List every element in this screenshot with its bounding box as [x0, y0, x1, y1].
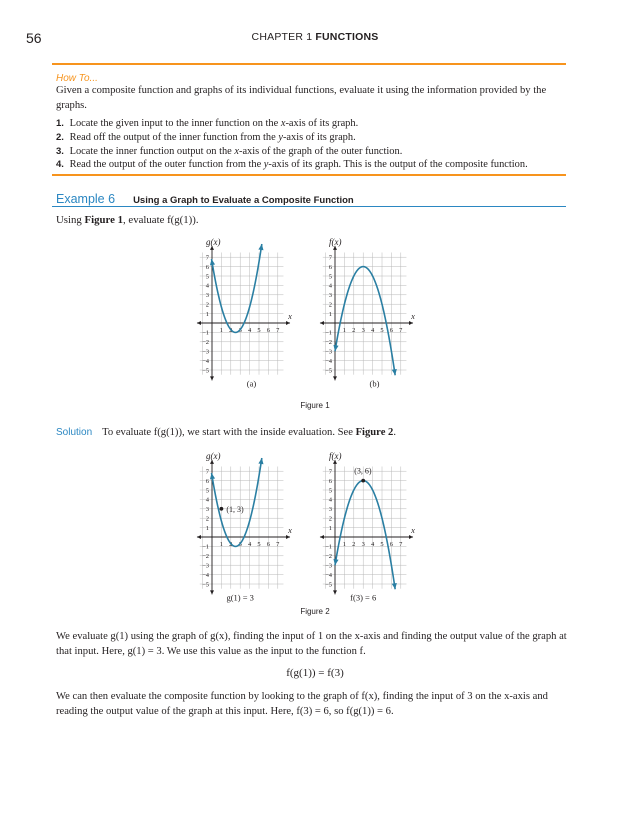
y-tick-label: 3: [328, 292, 332, 300]
x-tick-label: 7: [399, 327, 403, 334]
y-tick-label: −4: [202, 571, 209, 579]
x-tick-label: 6: [266, 327, 271, 334]
y-tick-label: 6: [205, 263, 209, 271]
step-variable: y: [278, 131, 283, 143]
x-tick-label: 1: [342, 327, 347, 334]
y-tick-label: −2: [325, 339, 332, 347]
x-axis-arrow-left: [320, 535, 324, 539]
x-axis-label: x: [411, 525, 415, 535]
y-tick-label: −4: [325, 357, 332, 365]
y-tick-label: −3: [202, 562, 209, 570]
f-svg: [318, 232, 428, 389]
y-tick-label: 7: [205, 468, 209, 476]
solution-text-pre: To evaluate f(g(1)), we start with the inside evaluation. See: [102, 427, 356, 438]
step-text: Read off the output of the inner function from the: [67, 131, 279, 143]
y-axis-arrow-down: [333, 376, 337, 380]
y-tick-label: −5: [202, 581, 209, 589]
step-variable: x: [234, 145, 239, 157]
y-tick-label: 5: [205, 487, 209, 495]
y-tick-label: 1: [205, 524, 209, 532]
function-label: f(x): [329, 450, 342, 461]
function-label: f(x): [329, 236, 342, 247]
example-title: Using a Graph to Evaluate a Composite Function: [133, 195, 354, 206]
x-tick-label: 2: [229, 327, 233, 334]
y-tick-label: −2: [202, 553, 209, 561]
x-tick-label: 7: [399, 541, 403, 548]
example-rule: [52, 206, 566, 207]
chapter-number: CHAPTER 1: [251, 31, 313, 43]
prompt-post: , evaluate f(g(1)).: [123, 214, 199, 226]
y-tick-label: 2: [205, 515, 209, 523]
howto-step: [56, 145, 566, 159]
y-tick-label: 4: [205, 496, 209, 504]
y-tick-label: −5: [202, 367, 209, 375]
figure1-graph-f: [318, 232, 428, 387]
y-tick-label: −4: [202, 357, 209, 365]
y-tick-label: 5: [328, 273, 332, 281]
x-tick-label: 2: [352, 541, 356, 548]
y-axis-arrow-down: [210, 376, 214, 380]
x-tick-label: 4: [247, 327, 252, 334]
y-tick-label: 2: [205, 301, 209, 309]
y-tick-label: 5: [328, 487, 332, 495]
x-axis-label: x: [411, 311, 415, 321]
running-header: [0, 31, 630, 43]
paragraph-1: We evaluate g(1) using the graph of g(x), finding the input of 1 on the x-axis and finding the output value of the graph at that input. Here, g(1) = 3. We use this value as the input to the function f.: [56, 631, 567, 657]
y-tick-label: −3: [325, 348, 332, 356]
step-text-end: -axis of its graph.: [282, 131, 356, 143]
y-axis-arrow-down: [210, 590, 214, 594]
x-axis-arrow-right: [286, 535, 290, 539]
y-tick-label: 1: [328, 524, 332, 532]
function-label: g(x): [206, 236, 221, 247]
function-label: g(x): [206, 450, 221, 461]
x-tick-label: 7: [276, 541, 280, 548]
y-tick-label: −3: [202, 348, 209, 356]
x-axis-arrow-left: [320, 321, 324, 325]
x-tick-label: 2: [352, 327, 356, 334]
x-axis-arrow-left: [197, 321, 201, 325]
point-label: (3, 6): [354, 466, 372, 476]
y-tick-label: 4: [205, 282, 209, 290]
step-text: Locate the given input to the inner function on the: [67, 118, 281, 129]
x-tick-label: 6: [266, 541, 271, 548]
x-tick-label: 4: [247, 541, 252, 548]
example-prompt: [56, 214, 199, 226]
equation: f(g(1)) = f(3): [286, 667, 344, 679]
step-variable: y: [263, 159, 269, 171]
point-label: (1, 3): [226, 504, 244, 514]
y-tick-label: 3: [328, 506, 332, 514]
x-tick-label: 6: [389, 541, 394, 548]
step-number: 1.: [56, 118, 64, 129]
step-number: 2.: [56, 131, 64, 143]
figure2-caption: Figure 2: [300, 607, 330, 616]
x-tick-label: 1: [219, 327, 224, 334]
howto-step: [56, 158, 566, 172]
y-tick-label: 1: [328, 310, 332, 318]
x-axis-arrow-right: [286, 321, 290, 325]
step-text: Read the output of the outer function from the: [67, 159, 264, 171]
y-tick-label: −5: [325, 581, 332, 589]
x-tick-label: 1: [342, 541, 347, 548]
howto-title: How To...: [56, 73, 98, 84]
y-tick-label: −1: [325, 543, 332, 551]
prompt-pre: Using: [56, 214, 85, 226]
y-tick-label: 2: [328, 301, 332, 309]
y-tick-label: −1: [325, 329, 332, 337]
x-tick-label: 3: [361, 541, 365, 548]
graph-bottom-label: g(1) = 3: [226, 592, 254, 603]
curve-arrow-start: [210, 473, 215, 479]
figure1-graph-g: [195, 232, 305, 387]
y-axis-arrow-down: [333, 590, 337, 594]
step-text-end: -axis of its graph. This is the output of the composite function.: [268, 159, 528, 171]
howto-steps: [56, 117, 566, 172]
x-tick-label: 4: [370, 541, 375, 548]
y-tick-label: 4: [328, 282, 332, 290]
g-svg: [195, 446, 305, 603]
graph-bottom-label: (a): [246, 378, 257, 389]
x-axis-arrow-left: [197, 535, 201, 539]
f-curve: [335, 267, 395, 376]
paragraph-2: We can then evaluate the composite function by looking to the graph of f(x), finding the input of 3 on the x-axis and reading the output value of the graph at this input. Here, f(3) = 6, so f(g(1)) = 6.: [56, 691, 548, 717]
howto-bottom-rule: [52, 174, 566, 176]
howto-step: [56, 117, 566, 131]
step-number: 4.: [56, 159, 64, 171]
y-tick-label: 6: [205, 477, 209, 485]
step-variable: x: [280, 118, 286, 129]
y-tick-label: 6: [328, 477, 332, 485]
curve-arrow-start: [333, 345, 338, 351]
y-tick-label: 2: [328, 515, 332, 523]
x-axis-label: x: [288, 311, 292, 321]
howto-top-rule: [52, 63, 566, 65]
y-tick-label: 7: [328, 254, 332, 262]
x-tick-label: 3: [238, 541, 242, 548]
figure1-caption: Figure 1: [300, 401, 330, 410]
y-tick-label: −2: [325, 553, 332, 561]
figure2-graph-g: [195, 446, 305, 601]
page-number: 56: [26, 30, 42, 46]
x-tick-label: 7: [276, 327, 280, 334]
y-tick-label: 5: [205, 273, 209, 281]
f-curve: [335, 481, 395, 590]
x-tick-label: 5: [380, 541, 384, 548]
f-svg: [318, 446, 428, 603]
y-tick-label: 3: [205, 506, 209, 514]
y-tick-label: −4: [325, 571, 332, 579]
x-tick-label: 2: [229, 541, 233, 548]
x-tick-label: 4: [370, 327, 375, 334]
curve-arrow-start: [210, 259, 215, 265]
chapter-title: FUNCTIONS: [315, 31, 379, 43]
y-tick-label: 3: [205, 292, 209, 300]
x-axis-arrow-right: [409, 535, 413, 539]
x-axis-label: x: [288, 525, 292, 535]
y-tick-label: −1: [202, 543, 209, 551]
x-tick-label: 6: [389, 327, 394, 334]
figure2-graph-f: [318, 446, 428, 601]
x-tick-label: 5: [380, 327, 384, 334]
x-tick-label: 3: [238, 327, 242, 334]
y-tick-label: −3: [325, 562, 332, 570]
y-tick-label: −2: [202, 339, 209, 347]
y-tick-label: 4: [328, 496, 332, 504]
x-tick-label: 5: [257, 541, 261, 548]
solution: [56, 427, 396, 438]
y-tick-label: 6: [328, 263, 332, 271]
graph-bottom-label: (b): [369, 378, 380, 389]
step-text: Locate the inner function output on the: [67, 145, 235, 157]
howto-intro: Given a composite function and graphs of its individual functions, evaluate it using the information provided by the graphs.: [56, 85, 547, 111]
solution-text-post: .: [393, 427, 396, 438]
x-tick-label: 3: [361, 327, 365, 334]
prompt-figure-ref: Figure 1: [84, 214, 123, 226]
x-tick-label: 1: [219, 541, 224, 548]
highlight-point: [361, 479, 365, 483]
y-tick-label: −5: [325, 367, 332, 375]
curve-arrow-start: [333, 559, 338, 565]
x-axis-arrow-right: [409, 321, 413, 325]
g-svg: [195, 232, 305, 389]
example-label: Example 6: [56, 192, 116, 206]
x-tick-label: 5: [257, 327, 261, 334]
highlight-point: [220, 507, 224, 511]
solution-label: Solution: [56, 427, 93, 438]
howto-step: [56, 131, 566, 145]
y-tick-label: −1: [202, 329, 209, 337]
step-number: 3.: [56, 145, 64, 157]
graph-bottom-label: f(3) = 6: [350, 592, 377, 603]
step-text-end: -axis of its graph.: [285, 118, 359, 129]
solution-figure-ref: Figure 2: [355, 427, 394, 438]
y-tick-label: 7: [205, 254, 209, 262]
y-tick-label: 1: [205, 310, 209, 318]
y-tick-label: 7: [328, 468, 332, 476]
step-text-end: -axis of the graph of the outer function.: [238, 145, 403, 157]
